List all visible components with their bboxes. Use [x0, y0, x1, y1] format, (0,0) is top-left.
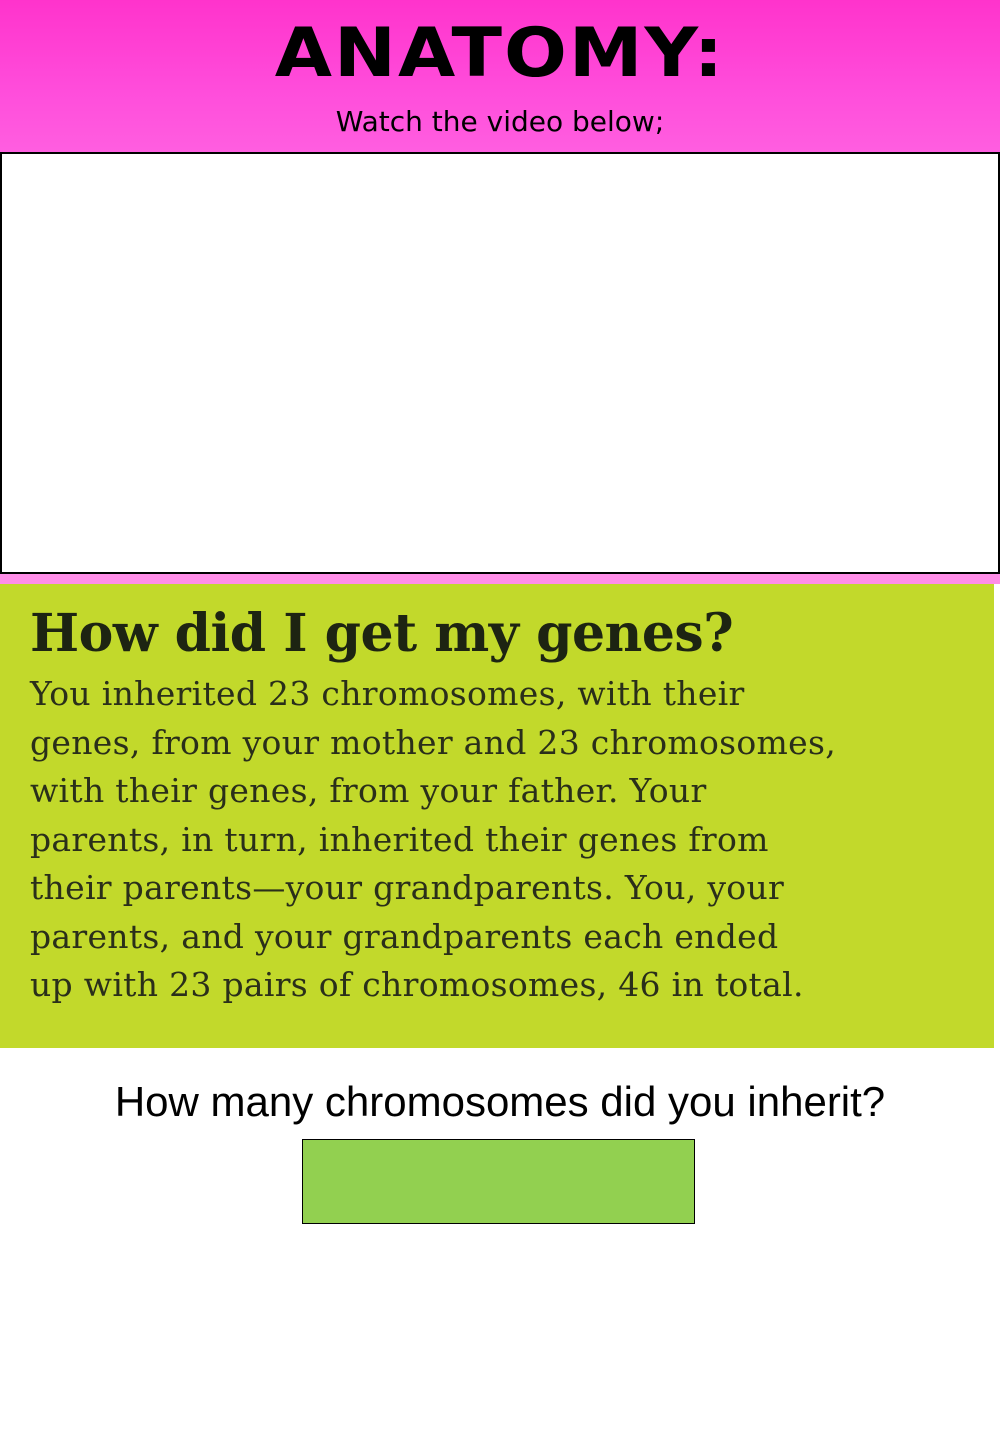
- gene-paragraph-line: up with 23 pairs of chromosomes, 46 in total.: [30, 965, 804, 1004]
- gene-paragraph-line: with their genes, from your father. Your: [30, 771, 707, 810]
- instruction-text: Watch the video below;: [335, 105, 665, 138]
- question-text: How many chromosomes did you inherit?: [114, 1078, 886, 1125]
- page-title: ANATOMY:: [274, 13, 726, 93]
- gene-paragraph-line: genes, from your mother and 23 chromosomes,: [30, 722, 836, 762]
- gene-paragraph-line: parents, in turn, inherited their genes from: [30, 819, 769, 859]
- gene-paragraph-line: their parents—your grandparents. You, your: [30, 868, 785, 907]
- gene-heading: How did I get my genes?: [30, 603, 734, 664]
- divider-strip: [0, 574, 1000, 584]
- video-placeholder[interactable]: [0, 152, 1000, 574]
- answer-input-box[interactable]: [302, 1139, 695, 1224]
- header-banner: [0, 0, 1000, 152]
- gene-paragraph-line: parents, and your grandparents each ended: [30, 916, 779, 956]
- gene-paragraph: [30, 670, 980, 1010]
- gene-info-panel: [0, 584, 994, 1048]
- gene-paragraph-line: You inherited 23 chromosomes, with their: [30, 674, 745, 713]
